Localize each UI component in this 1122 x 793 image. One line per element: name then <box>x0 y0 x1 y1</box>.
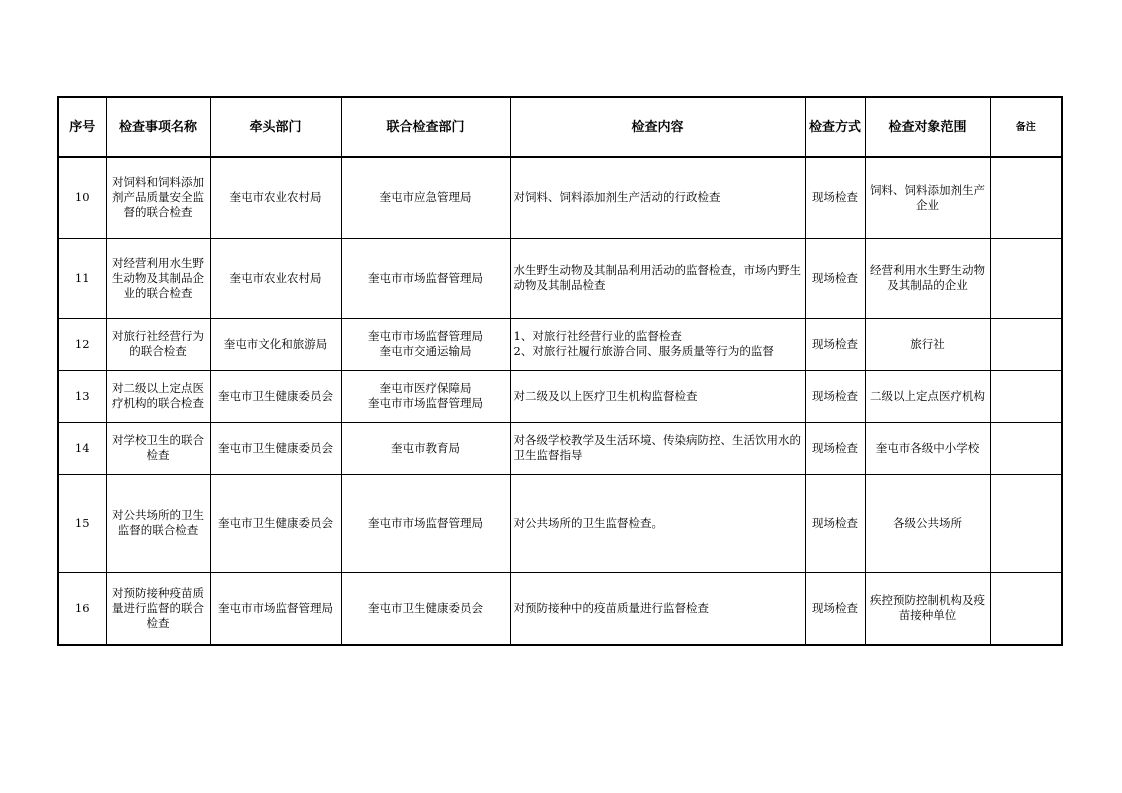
cell-content: 对各级学校教学及生活环境、传染病防控、生活饮用水的卫生监督指导 <box>510 422 805 474</box>
header-joint-dept: 联合检查部门 <box>341 97 510 157</box>
cell-lead-dept: 奎屯市文化和旅游局 <box>210 318 341 370</box>
cell-joint-dept: 奎屯市市场监督管理局 <box>341 238 510 318</box>
cell-joint-dept: 奎屯市教育局 <box>341 422 510 474</box>
cell-seq: 11 <box>58 238 106 318</box>
cell-seq: 12 <box>58 318 106 370</box>
cell-content: 对公共场所的卫生监督检查。 <box>510 474 805 572</box>
cell-note <box>990 474 1062 572</box>
cell-method: 现场检查 <box>805 238 865 318</box>
cell-content: 对二级及以上医疗卫生机构监督检查 <box>510 370 805 422</box>
cell-note <box>990 238 1062 318</box>
cell-note <box>990 157 1062 238</box>
cell-joint-dept: 奎屯市市场监督管理局 奎屯市交通运输局 <box>341 318 510 370</box>
header-seq: 序号 <box>58 97 106 157</box>
cell-joint-dept: 奎屯市市场监督管理局 <box>341 474 510 572</box>
cell-scope: 经营利用水生野生动物及其制品的企业 <box>865 238 990 318</box>
table-row <box>58 572 1062 645</box>
cell-lead-dept: 奎屯市农业农村局 <box>210 157 341 238</box>
table-row <box>58 318 1062 370</box>
cell-lead-dept: 奎屯市市场监督管理局 <box>210 572 341 645</box>
header-lead-dept: 牵头部门 <box>210 97 341 157</box>
cell-item-name: 对二级以上定点医疗机构的联合检查 <box>106 370 210 422</box>
cell-scope: 饲料、饲料添加剂生产企业 <box>865 157 990 238</box>
cell-lead-dept: 奎屯市农业农村局 <box>210 238 341 318</box>
cell-method: 现场检查 <box>805 474 865 572</box>
table-row <box>58 370 1062 422</box>
cell-joint-dept: 奎屯市卫生健康委员会 <box>341 572 510 645</box>
cell-seq: 10 <box>58 157 106 238</box>
table-row <box>58 238 1062 318</box>
cell-lead-dept: 奎屯市卫生健康委员会 <box>210 370 341 422</box>
cell-seq: 13 <box>58 370 106 422</box>
table-body <box>58 157 1062 645</box>
table-row <box>58 474 1062 572</box>
header-scope: 检查对象范围 <box>865 97 990 157</box>
header-method: 检查方式 <box>805 97 865 157</box>
cell-seq: 14 <box>58 422 106 474</box>
cell-scope: 奎屯市各级中小学校 <box>865 422 990 474</box>
cell-content: 对预防接种中的疫苗质量进行监督检查 <box>510 572 805 645</box>
cell-note <box>990 370 1062 422</box>
header-item-name: 检查事项名称 <box>106 97 210 157</box>
cell-note <box>990 572 1062 645</box>
cell-method: 现场检查 <box>805 422 865 474</box>
cell-item-name: 对预防接种疫苗质量进行监督的联合检查 <box>106 572 210 645</box>
cell-joint-dept: 奎屯市医疗保障局 奎屯市市场监督管理局 <box>341 370 510 422</box>
cell-content: 对饲料、饲料添加剂生产活动的行政检查 <box>510 157 805 238</box>
cell-lead-dept: 奎屯市卫生健康委员会 <box>210 422 341 474</box>
header-note: 备注 <box>990 97 1062 157</box>
cell-note <box>990 318 1062 370</box>
inspection-table <box>57 96 1063 646</box>
cell-scope: 旅行社 <box>865 318 990 370</box>
cell-item-name: 对饲料和饲料添加剂产品质量安全监督的联合检查 <box>106 157 210 238</box>
cell-joint-dept: 奎屯市应急管理局 <box>341 157 510 238</box>
cell-scope: 二级以上定点医疗机构 <box>865 370 990 422</box>
cell-item-name: 对公共场所的卫生监督的联合检查 <box>106 474 210 572</box>
cell-content: 水生野生动物及其制品利用活动的监督检查，市场内野生动物及其制品检查 <box>510 238 805 318</box>
cell-method: 现场检查 <box>805 318 865 370</box>
cell-seq: 15 <box>58 474 106 572</box>
cell-method: 现场检查 <box>805 572 865 645</box>
cell-item-name: 对经营利用水生野生动物及其制品企业的联合检查 <box>106 238 210 318</box>
cell-seq: 16 <box>58 572 106 645</box>
cell-item-name: 对学校卫生的联合检查 <box>106 422 210 474</box>
cell-item-name: 对旅行社经营行为的联合检查 <box>106 318 210 370</box>
cell-lead-dept: 奎屯市卫生健康委员会 <box>210 474 341 572</box>
cell-scope: 疾控预防控制机构及疫苗接种单位 <box>865 572 990 645</box>
cell-scope: 各级公共场所 <box>865 474 990 572</box>
table-row <box>58 157 1062 238</box>
cell-method: 现场检查 <box>805 157 865 238</box>
header-row <box>58 97 1062 157</box>
header-content: 检查内容 <box>510 97 805 157</box>
cell-content: 1、对旅行社经营行业的监督检查 2、对旅行社履行旅游合同、服务质量等行为的监督 <box>510 318 805 370</box>
cell-note <box>990 422 1062 474</box>
table-row <box>58 422 1062 474</box>
cell-method: 现场检查 <box>805 370 865 422</box>
